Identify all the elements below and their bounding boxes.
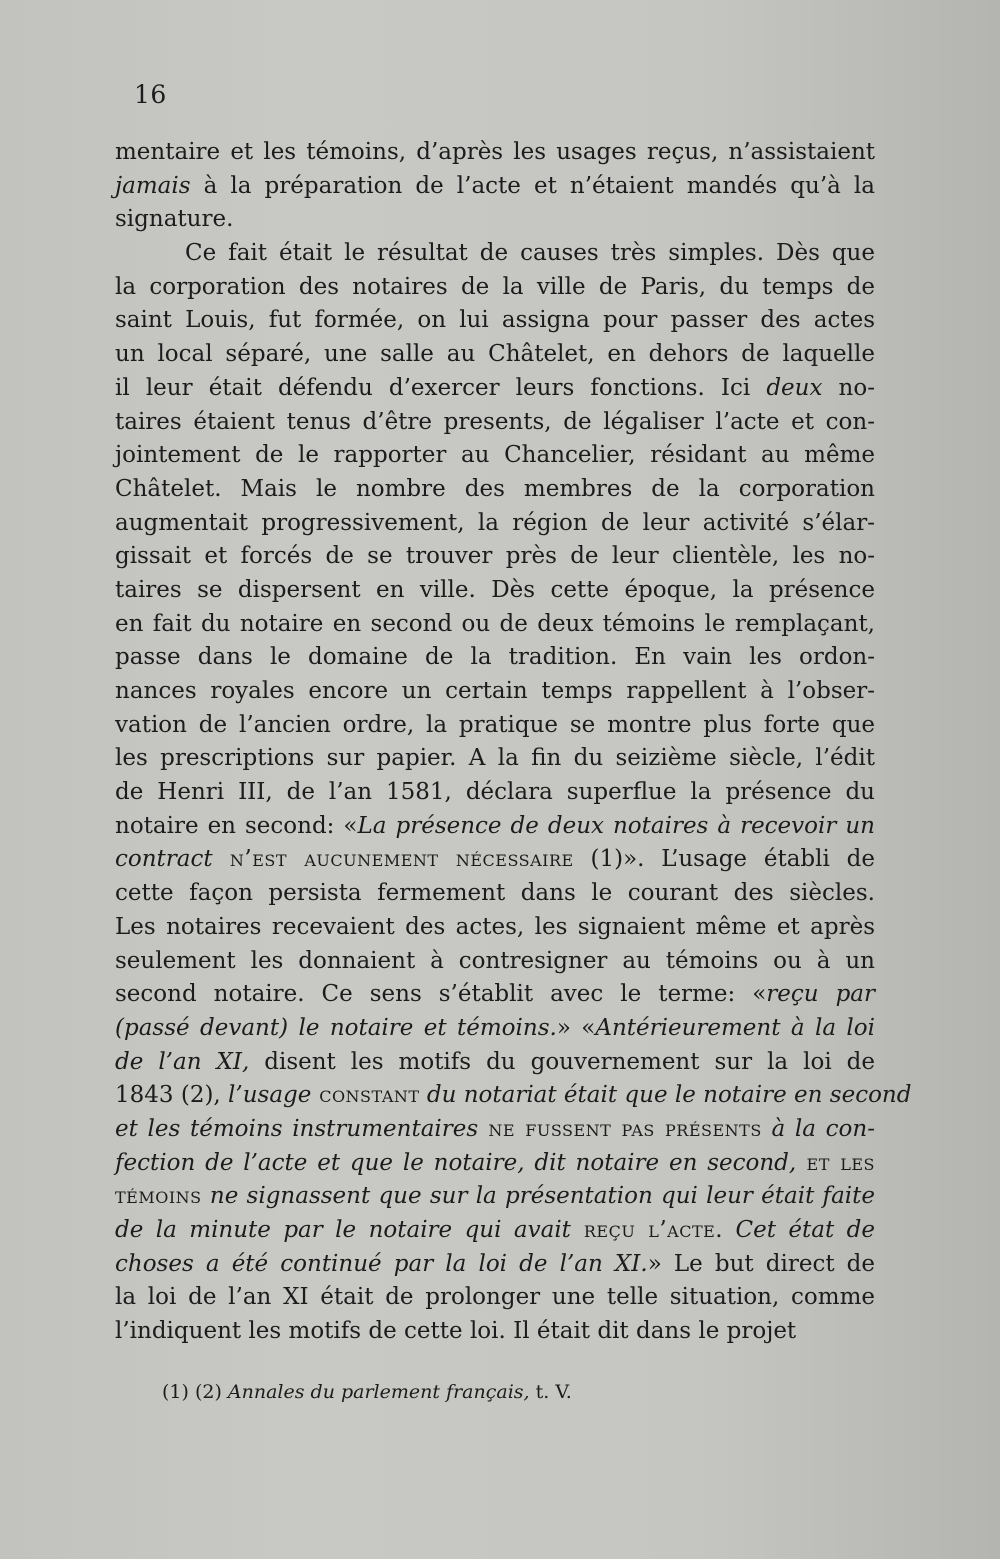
footnote: [162, 1381, 572, 1403]
italic-text: de la minute par le notaire qui avait: [115, 1217, 571, 1243]
text-segment: signature.: [115, 206, 234, 233]
footnote-text: t. V.: [529, 1381, 572, 1403]
text-line: [115, 1214, 875, 1248]
italic-text: choses a été continué par la loi de l’an XI.: [115, 1250, 648, 1277]
text-line: [115, 776, 875, 810]
text-line: [115, 877, 875, 911]
text-segment: saint Louis, fut formée, on lui assigna pour passer des actes: [115, 307, 875, 334]
italic-text: La présence de deux notaires à recevoir un: [357, 812, 875, 839]
italic-text: (passé devant) le notaire et témoins.: [115, 1014, 557, 1041]
text-segment: l’indiquent les motifs de cette loi. Il était dit dans le projet: [115, 1318, 797, 1345]
text-line: [115, 742, 875, 776]
text-line: [115, 810, 875, 844]
page-number: 16: [134, 80, 167, 109]
text-line: [115, 507, 875, 541]
text-segment: les prescriptions sur papier. A la fin du seizième siècle, l’édit: [115, 745, 875, 772]
text-segment: second notaire. Ce sens s’établit avec le terme: «: [115, 981, 767, 1008]
text-segment: Châtelet. Mais le nombre des membres de la corporation: [115, 475, 875, 502]
text-segment: la corporation des notaires de la ville de Paris, du temps de: [115, 273, 875, 300]
text-segment: » «: [556, 1014, 596, 1041]
text-segment: Ce fait était le résultat de causes très simples. Dès que: [185, 240, 875, 267]
italic-text: et les témoins instrumentaires: [115, 1115, 479, 1142]
text-line: [115, 540, 875, 574]
text-segment: il leur était défendu d’exercer leurs fonctions. Ici: [115, 374, 767, 401]
text-segment: gissait et forcés de se trouver près de leur clientèle, les no-: [115, 543, 875, 570]
text-segment: 1843 (2),: [115, 1082, 229, 1109]
text-segment: » Le but direct de: [647, 1250, 876, 1277]
text-segment: nances royales encore un certain temps rappellent à l’obser-: [115, 678, 875, 704]
text-line: [115, 1180, 875, 1214]
footnote-text: (1) (2): [162, 1381, 228, 1403]
text-line: [115, 641, 875, 675]
text-line: [115, 237, 875, 271]
text-segment: cette façon persista fermement dans le courant des siècles.: [115, 880, 875, 907]
text-line: [115, 574, 875, 608]
small-caps-text: et les: [796, 1149, 875, 1176]
text-line: [115, 406, 875, 440]
text-line: [115, 1079, 912, 1113]
body-text: [115, 136, 912, 1349]
italic-text: fection de l’acte et que le notaire, dit notaire en second,: [115, 1149, 797, 1176]
text-line: [115, 608, 875, 642]
text-line: [115, 1315, 875, 1349]
italic-text: ne signassent que sur la présentation qui leur était faite: [201, 1183, 875, 1210]
text-line: [115, 372, 875, 406]
text-line: [115, 338, 875, 372]
small-caps-text: ne fussent pas présents: [478, 1115, 762, 1142]
text-line: [115, 709, 875, 743]
text-line: [115, 473, 875, 507]
text-segment: notaire en second: «: [115, 812, 358, 839]
text-segment: en fait du notaire en second ou de deux témoins le remplaçant,: [115, 610, 875, 637]
text-segment: taires se dispersent en ville. Dès cette époque, la présence: [115, 576, 875, 603]
text-line: [115, 304, 875, 338]
text-line: [115, 945, 875, 979]
italic-text: l’usage: [228, 1082, 312, 1109]
text-line: [115, 203, 875, 237]
text-segment: passe dans le domaine de la tradition. En vain les ordon-: [115, 644, 875, 671]
text-line: [115, 675, 875, 709]
text-line: [115, 1147, 875, 1181]
small-caps-text: constant: [311, 1082, 420, 1109]
text-line: [115, 1113, 875, 1147]
text-line: [115, 439, 875, 473]
text-segment: de Henri III, de l’an 1581, déclara superflue la présence du: [115, 779, 875, 806]
text-line: [115, 978, 875, 1012]
text-line: [115, 1281, 875, 1315]
text-line: [115, 271, 875, 305]
italic-text: contract: [115, 846, 213, 873]
text-segment: à la préparation de l’acte et n’étaient mandés qu’à la: [190, 172, 875, 199]
italic-text: deux: [766, 374, 823, 401]
text-segment: jointement de le rapporter au Chancelier, résidant au même: [115, 442, 875, 469]
small-caps-text: n’est aucunement nécessaire: [212, 846, 574, 873]
text-line: [115, 136, 875, 170]
italic-text: du notariat était que le notaire en second: [419, 1082, 912, 1109]
text-line: [115, 911, 875, 945]
text-segment: la loi de l’an XI était de prolonger une telle situation, comme: [115, 1284, 875, 1311]
text-segment: Les notaires recevaient des actes, les signaient même et après: [115, 913, 875, 940]
text-segment: augmentait progressivement, la région de leur activité s’élar-: [115, 509, 875, 536]
text-segment: vation de l’ancien ordre, la pratique se montre plus forte que: [115, 711, 875, 738]
text-line: [115, 843, 875, 877]
italic-text: reçu par: [766, 981, 875, 1008]
small-caps-text: reçu l’acte.: [570, 1217, 724, 1243]
italic-text: à la con-: [761, 1115, 875, 1142]
text-segment: disent les motifs du gouvernement sur la loi de: [249, 1048, 875, 1075]
text-line: [115, 1248, 875, 1282]
footnote-citation: Annales du parlement français,: [227, 1381, 530, 1403]
text-line: [115, 1046, 875, 1080]
italic-text: Antérieurement à la loi: [595, 1014, 875, 1041]
italic-text: Cet état de: [723, 1217, 875, 1243]
text-segment: un local séparé, une salle au Châtelet, en dehors de laquelle: [115, 341, 875, 368]
italic-text: de l’an XI,: [115, 1048, 250, 1075]
text-line: [115, 1012, 875, 1046]
text-segment: no-: [822, 374, 875, 401]
text-segment: (1)». L’usage établi de: [573, 846, 875, 873]
italic-text: jamais: [115, 172, 191, 199]
text-line: [115, 170, 875, 204]
text-segment: seulement les donnaient à contresigner au témoins ou à un: [115, 947, 875, 974]
small-caps-text: témoins: [115, 1183, 202, 1210]
text-segment: mentaire et les témoins, d’après les usages reçus, n’assistaient: [115, 139, 875, 165]
text-segment: taires étaient tenus d’être presents, de légaliser l’acte et con-: [115, 408, 875, 435]
